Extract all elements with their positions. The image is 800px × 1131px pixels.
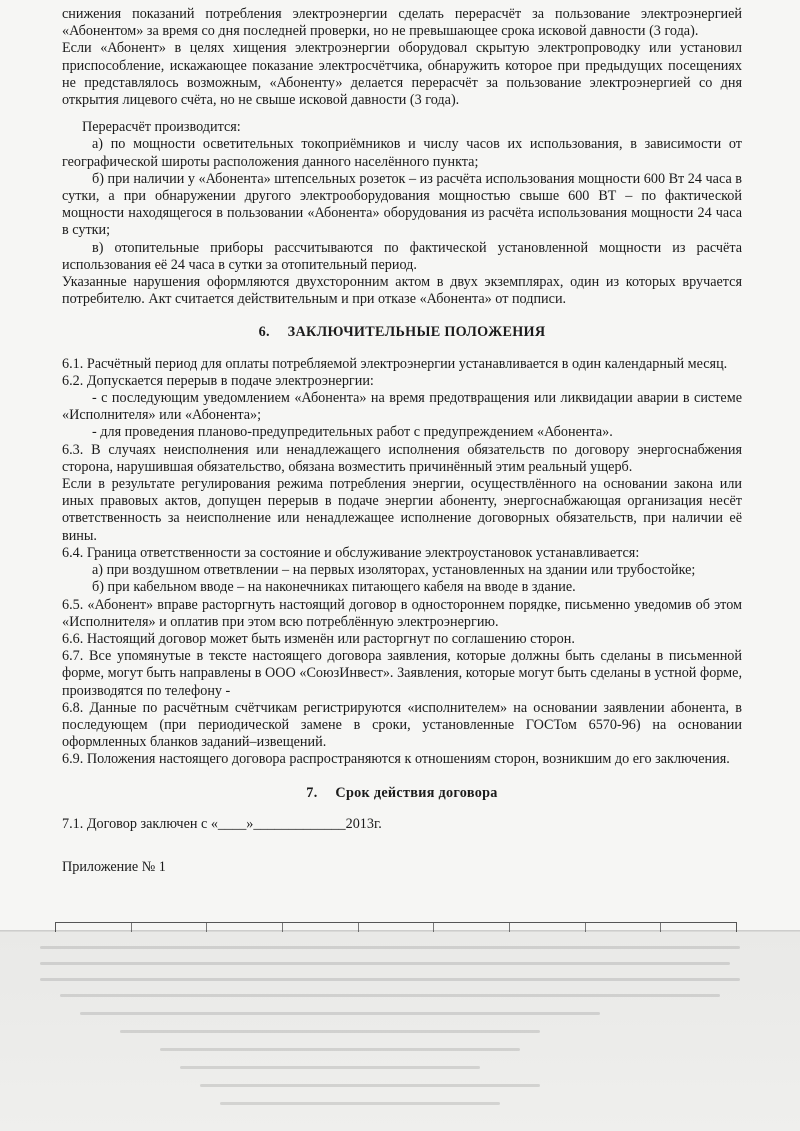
bleed-line — [120, 1030, 540, 1033]
clause-6-2: 6.2. Допускается перерыв в подаче электроэнергии: — [62, 372, 374, 389]
bleed-line — [160, 1048, 520, 1051]
clause-6-4: 6.4. Граница ответственности за состояние и обслуживание электроустановок устанавливается: — [62, 544, 640, 561]
clause-6-5: 6.5. «Абонент» вправе расторгнуть настоящий договор в одностороннем порядке, письменно уведомив об этом «Исполнителя» и оплатив при этом всю потреблённую электроэнергию. — [62, 596, 742, 630]
recalc-intro: Перерасчёт производится: — [82, 119, 241, 136]
clause-6-9: 6.9. Положения настоящего договора распространяются к отношениям сторон, возникшим до его заключения. — [62, 751, 730, 768]
clause-6-6: 6.6. Настоящий договор может быть изменён или расторгнут по соглашению сторон. — [62, 630, 575, 647]
clause-6-3-cont: Если в результате регулирования режима потребления энергии, осуществлённого на основании закона или иных правовых актов, допущен перерыв в подаче энергии абоненту, энергоснабжающая организация несёт ответственность за неисполнение или ненадлежащее исполнение договорных обязательств, при наличии её вины. — [62, 476, 742, 544]
bleed-line — [220, 1102, 500, 1105]
clause-6-2-a: - с последующим уведомлением «Абонента» на время предотвращения или ликвидации аварии в системе «Исполнителя» или «Абонента»; — [62, 390, 742, 424]
recalc-item-a: а) по мощности осветительных токоприёмников и числу часов их использования, в зависимости от географической широты расположения данного населённого пункта; — [62, 136, 742, 170]
bleed-through-area — [0, 932, 800, 1131]
section-6-heading — [62, 324, 742, 341]
document-body — [62, 6, 742, 876]
clause-6-1: 6.1. Расчётный период для оплаты потребляемой электроэнергии устанавливается в один календарный месяц. — [62, 355, 728, 372]
paragraph-recalc-period: снижения показаний потребления электроэнергии сделать перерасчёт за пользование электроэнергией «Абонентом» за время со дня последней проверки, но не превышающее срока исковой давности (3 года). — [62, 6, 742, 40]
section-7-title: Срок действия договора — [335, 784, 498, 801]
section-7-number: 7. — [306, 784, 318, 801]
clause-7-1: 7.1. Договор заключен с «____»_____________2013г. — [62, 815, 382, 832]
bleed-line — [60, 994, 720, 997]
section-7-heading — [62, 785, 742, 802]
bleed-line — [80, 1012, 600, 1015]
section-6-title: ЗАКЛЮЧИТЕЛЬНЫЕ ПОЛОЖЕНИЯ — [287, 324, 546, 341]
recalc-note: Указанные нарушения оформляются двухсторонним актом в двух экземплярах, один из которых вручается потребителю. Акт считается действительным и при отказе «Абонента» от подписи. — [62, 274, 742, 308]
bleed-line — [40, 978, 740, 981]
bleed-line — [40, 946, 740, 949]
clause-6-8: 6.8. Данные по расчётным счётчикам регистрируются «исполнителем» на основании заявлении абонента, в последующем (при периодической замене в сроки, установленные ГОСТом 6570-96) на основании оформленных бланков заданий–извещений. — [62, 699, 742, 751]
bleed-line — [180, 1066, 480, 1069]
recalc-item-b: б) при наличии у «Абонента» штепсельных розеток – из расчёта использования мощности 600 Вт 24 часа в сутки, а при обнаружении другого электрооборудования мощностью свыше 600 ВТ – по фактической мощности находящегося в пользовании «Абонента» оборудования из расчёта использования мощности 24 часа в сутки; — [62, 170, 742, 239]
clause-6-2-b: - для проведения планово-предупредительных работ с предупреждением «Абонента». — [92, 424, 613, 441]
paragraph-theft-recalc: Если «Абонент» в целях хищения электроэнергии оборудовал скрытую электропроводку или установил приспособление, искажающее показание электросчётчика, обнаружить которое при предыдущих посещениях не представлялось возможным, «Абоненту» делается перерасчёт за пользование электроэнергией со дня открытия лицевого счёта, но не свыше исковой давности (3 года). — [62, 40, 742, 109]
appendix-label: Приложение № 1 — [62, 858, 166, 875]
recalc-item-c: в) отопительные приборы рассчитываются по фактической установленной мощности из расчёта использования её 24 часа в сутки за отопительный период. — [62, 239, 742, 273]
clause-6-7: 6.7. Все упомянутые в тексте настоящего договора заявления, которые должны быть сделаны в письменной форме, могут быть направлены в ООО «СоюзИнвест». Заявления, которые могут быть сделаны в устной форме, производятся по телефону - — [62, 648, 742, 699]
clause-6-4-a: а) при воздушном ответвлении – на первых изоляторах, установленных на здании или трубостойке; — [92, 562, 696, 579]
section-6-number: 6. — [258, 324, 270, 341]
bleed-line — [40, 962, 730, 965]
bleed-line — [200, 1084, 540, 1087]
clause-6-3: 6.3. В случаях неисполнения или ненадлежащего исполнения обязательств по договору энергоснабжения сторона, нарушившая обязательство, обязана возместить причинённый этим реальный ущерб. — [62, 441, 742, 475]
clause-6-4-b: б) при кабельном вводе – на наконечниках питающего кабеля на вводе в здание. — [92, 579, 576, 596]
